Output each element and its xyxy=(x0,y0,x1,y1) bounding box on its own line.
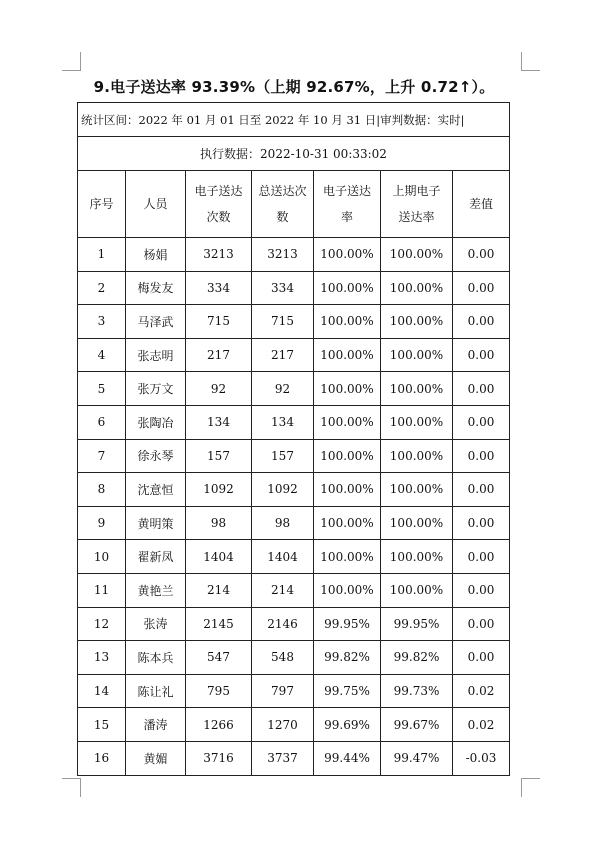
header-line: 电子送达 xyxy=(194,184,243,198)
cell-difference: 0.00 xyxy=(453,641,510,675)
cell-index: 3 xyxy=(78,305,126,339)
cell-person: 张陶冶 xyxy=(126,405,186,439)
table-row xyxy=(78,741,510,775)
cell-index: 10 xyxy=(78,540,126,574)
cell-e-delivery-count: 715 xyxy=(186,305,252,339)
cell-total-delivery-count: 797 xyxy=(252,674,314,708)
cell-e-delivery-count: 217 xyxy=(186,338,252,372)
cell-total-delivery-count: 134 xyxy=(252,405,314,439)
cell-e-delivery-rate: 99.75% xyxy=(314,674,381,708)
cell-e-delivery-rate: 100.00% xyxy=(314,338,381,372)
cell-person: 沈意恒 xyxy=(126,473,186,507)
crop-mark-bottom-left xyxy=(62,778,81,797)
cell-e-delivery-rate: 100.00% xyxy=(314,540,381,574)
table-row xyxy=(78,641,510,675)
cell-index: 1 xyxy=(78,238,126,272)
cell-e-delivery-rate: 100.00% xyxy=(314,238,381,272)
cell-index: 6 xyxy=(78,405,126,439)
cell-person: 徐永琴 xyxy=(126,439,186,473)
cell-prev-e-delivery-rate: 100.00% xyxy=(381,238,453,272)
cell-e-delivery-count: 3213 xyxy=(186,238,252,272)
cell-difference: 0.00 xyxy=(453,238,510,272)
cell-e-delivery-rate: 99.44% xyxy=(314,741,381,775)
cell-prev-e-delivery-rate: 100.00% xyxy=(381,506,453,540)
cell-person: 黄媚 xyxy=(126,741,186,775)
cell-person: 潘涛 xyxy=(126,708,186,742)
cell-difference: 0.00 xyxy=(453,372,510,406)
section-heading: 9.电子送达率 93.39%（上期 92.67%，上升 0.72↑）。 xyxy=(93,78,495,96)
cell-e-delivery-count: 1266 xyxy=(186,708,252,742)
crop-mark-bottom-right xyxy=(521,778,540,797)
cell-difference: 0.00 xyxy=(453,271,510,305)
cell-index: 7 xyxy=(78,439,126,473)
cell-difference: 0.00 xyxy=(453,338,510,372)
cell-person: 黄艳兰 xyxy=(126,573,186,607)
cell-e-delivery-rate: 100.00% xyxy=(314,405,381,439)
table-row xyxy=(78,372,510,406)
table-row xyxy=(78,674,510,708)
cell-difference: 0.00 xyxy=(453,573,510,607)
header-total-delivery-count xyxy=(252,171,314,238)
execution-data-text: 执行数据：2022-10-31 00:33:02 xyxy=(78,137,510,171)
cell-person: 陈让礼 xyxy=(126,674,186,708)
cell-index: 5 xyxy=(78,372,126,406)
cell-prev-e-delivery-rate: 99.95% xyxy=(381,607,453,641)
cell-index: 12 xyxy=(78,607,126,641)
cell-index: 16 xyxy=(78,741,126,775)
cell-prev-e-delivery-rate: 99.73% xyxy=(381,674,453,708)
cell-e-delivery-rate: 99.95% xyxy=(314,607,381,641)
header-prev-e-delivery-rate xyxy=(381,171,453,238)
table-row xyxy=(78,439,510,473)
cell-e-delivery-count: 1092 xyxy=(186,473,252,507)
statistics-range-row xyxy=(78,103,510,137)
cell-prev-e-delivery-rate: 100.00% xyxy=(381,473,453,507)
cell-person: 黄明策 xyxy=(126,506,186,540)
cell-index: 8 xyxy=(78,473,126,507)
header-line: 率 xyxy=(340,210,353,224)
cell-total-delivery-count: 2146 xyxy=(252,607,314,641)
cell-total-delivery-count: 334 xyxy=(252,271,314,305)
cell-e-delivery-rate: 100.00% xyxy=(314,473,381,507)
cell-e-delivery-count: 214 xyxy=(186,573,252,607)
cell-total-delivery-count: 715 xyxy=(252,305,314,339)
table-row xyxy=(78,708,510,742)
header-line: 上期电子 xyxy=(392,184,441,198)
cell-difference: -0.03 xyxy=(453,741,510,775)
cell-e-delivery-count: 98 xyxy=(186,506,252,540)
table-row xyxy=(78,540,510,574)
cell-e-delivery-rate: 99.69% xyxy=(314,708,381,742)
cell-e-delivery-count: 157 xyxy=(186,439,252,473)
cell-person: 梅发友 xyxy=(126,271,186,305)
cell-index: 11 xyxy=(78,573,126,607)
header-line: 次数 xyxy=(206,210,231,224)
cell-total-delivery-count: 214 xyxy=(252,573,314,607)
cell-person: 杨娟 xyxy=(126,238,186,272)
cell-e-delivery-count: 334 xyxy=(186,271,252,305)
cell-person: 陈本兵 xyxy=(126,641,186,675)
table-row xyxy=(78,238,510,272)
cell-prev-e-delivery-rate: 100.00% xyxy=(381,540,453,574)
cell-prev-e-delivery-rate: 100.00% xyxy=(381,405,453,439)
header-e-delivery-count xyxy=(186,171,252,238)
cell-e-delivery-rate: 100.00% xyxy=(314,372,381,406)
cell-index: 9 xyxy=(78,506,126,540)
cell-total-delivery-count: 157 xyxy=(252,439,314,473)
table-row xyxy=(78,305,510,339)
cell-index: 2 xyxy=(78,271,126,305)
cell-prev-e-delivery-rate: 100.00% xyxy=(381,305,453,339)
table-row xyxy=(78,506,510,540)
table-header-row xyxy=(78,171,510,238)
cell-total-delivery-count: 1092 xyxy=(252,473,314,507)
cell-e-delivery-rate: 100.00% xyxy=(314,439,381,473)
table-row xyxy=(78,473,510,507)
cell-difference: 0.00 xyxy=(453,473,510,507)
table-row xyxy=(78,573,510,607)
cell-total-delivery-count: 548 xyxy=(252,641,314,675)
cell-e-delivery-rate: 99.82% xyxy=(314,641,381,675)
cell-total-delivery-count: 92 xyxy=(252,372,314,406)
header-e-delivery-rate xyxy=(314,171,381,238)
cell-difference: 0.00 xyxy=(453,305,510,339)
cell-difference: 0.02 xyxy=(453,708,510,742)
cell-index: 14 xyxy=(78,674,126,708)
cell-prev-e-delivery-rate: 99.47% xyxy=(381,741,453,775)
delivery-rate-table xyxy=(77,102,510,776)
cell-e-delivery-count: 92 xyxy=(186,372,252,406)
crop-mark-top-left xyxy=(62,52,81,71)
header-line: 人员 xyxy=(143,197,168,211)
cell-prev-e-delivery-rate: 100.00% xyxy=(381,573,453,607)
header-line: 序号 xyxy=(89,197,114,211)
table-row xyxy=(78,607,510,641)
cell-e-delivery-count: 547 xyxy=(186,641,252,675)
header-index xyxy=(78,171,126,238)
cell-prev-e-delivery-rate: 100.00% xyxy=(381,338,453,372)
cell-total-delivery-count: 3213 xyxy=(252,238,314,272)
cell-e-delivery-rate: 100.00% xyxy=(314,271,381,305)
cell-person: 张万文 xyxy=(126,372,186,406)
cell-difference: 0.00 xyxy=(453,405,510,439)
cell-prev-e-delivery-rate: 100.00% xyxy=(381,439,453,473)
cell-person: 张志明 xyxy=(126,338,186,372)
cell-person: 张涛 xyxy=(126,607,186,641)
cell-e-delivery-rate: 100.00% xyxy=(314,506,381,540)
cell-difference: 0.00 xyxy=(453,540,510,574)
header-line: 电子送达 xyxy=(322,184,371,198)
cell-prev-e-delivery-rate: 100.00% xyxy=(381,271,453,305)
cell-prev-e-delivery-rate: 99.82% xyxy=(381,641,453,675)
cell-e-delivery-count: 134 xyxy=(186,405,252,439)
table-row xyxy=(78,338,510,372)
table-row xyxy=(78,271,510,305)
cell-prev-e-delivery-rate: 100.00% xyxy=(381,372,453,406)
cell-total-delivery-count: 3737 xyxy=(252,741,314,775)
cell-e-delivery-rate: 100.00% xyxy=(314,305,381,339)
header-line: 差值 xyxy=(469,197,494,211)
header-line: 数 xyxy=(276,210,289,224)
cell-total-delivery-count: 217 xyxy=(252,338,314,372)
cell-e-delivery-count: 2145 xyxy=(186,607,252,641)
statistics-range-text: 统计区间：2022 年 01 月 01 日至 2022 年 10 月 31 日|审判数据：实时| xyxy=(78,103,510,137)
header-line: 送达率 xyxy=(398,210,435,224)
header-line: 总送达次 xyxy=(258,184,307,198)
cell-total-delivery-count: 98 xyxy=(252,506,314,540)
cell-e-delivery-count: 1404 xyxy=(186,540,252,574)
cell-index: 15 xyxy=(78,708,126,742)
cell-difference: 0.00 xyxy=(453,607,510,641)
cell-e-delivery-rate: 100.00% xyxy=(314,573,381,607)
cell-prev-e-delivery-rate: 99.67% xyxy=(381,708,453,742)
cell-e-delivery-count: 3716 xyxy=(186,741,252,775)
execution-data-row xyxy=(78,137,510,171)
cell-person: 马泽武 xyxy=(126,305,186,339)
table-body xyxy=(78,238,510,776)
cell-total-delivery-count: 1270 xyxy=(252,708,314,742)
crop-mark-top-right xyxy=(521,52,540,71)
cell-index: 4 xyxy=(78,338,126,372)
cell-difference: 0.00 xyxy=(453,506,510,540)
header-person xyxy=(126,171,186,238)
cell-e-delivery-count: 795 xyxy=(186,674,252,708)
header-difference xyxy=(453,171,510,238)
cell-total-delivery-count: 1404 xyxy=(252,540,314,574)
cell-index: 13 xyxy=(78,641,126,675)
cell-difference: 0.00 xyxy=(453,439,510,473)
cell-person: 翟新凤 xyxy=(126,540,186,574)
table-row xyxy=(78,405,510,439)
cell-difference: 0.02 xyxy=(453,674,510,708)
